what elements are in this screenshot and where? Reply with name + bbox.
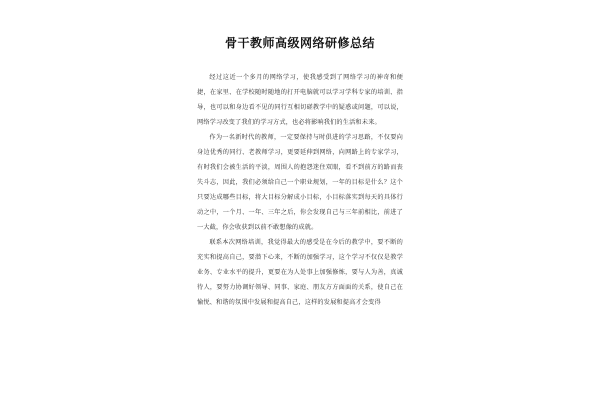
paragraph: 联系本次网络培训，我觉得最大的感受是在今后的教学中，要不断的充实和提高自己，要潜下心来，不断的加强学习，这个学习不仅仅是教学业务、专业水平的提升，更要在为人处事上加强修炼，要与人为善，真诚待人，要努力协调好领导、同事、家庭、朋友方方面面的关系，使自己在愉悦、和谐的氛围中发展和提高自己，这样的发展和提高才会变得: [197, 239, 403, 306]
paragraph: 经过这近一个多月的网络学习，使我感受到了网络学习的神奇和便捷，在家里、在学校随时随地的打开电脑就可以学习学科专家的培训、指导，也可以和身边看不见的同行互相切磋教学中的疑惑或问题，可以说，网络学习改变了我们的学习方式，也必将影响我们的生活和未来。: [197, 74, 403, 126]
document-title: 骨干教师高级网络研修总结: [224, 36, 375, 50]
paragraph: 作为一名新时代的教师，一定要保持与时俱进的学习思路，不仅要向身边优秀的同行、老教师学习，更要延伸到网络，向网路上的专家学习，有时我们会被生活的平淡，周围人的抱怨迷住双眼，看不到前方的路而丧失斗志，因此，我们必须给自己一个职业规划，一年的目标是什么？这个只要达成哪些目标，将大目标分解成小目标，小目标落实到每天的具体行动之中，一个月、一年、三年之后，你会发现自己与三年前相比，前进了一大截，你会收获到以前不敢想像的成就。: [197, 134, 403, 231]
document-body: [197, 70, 403, 310]
